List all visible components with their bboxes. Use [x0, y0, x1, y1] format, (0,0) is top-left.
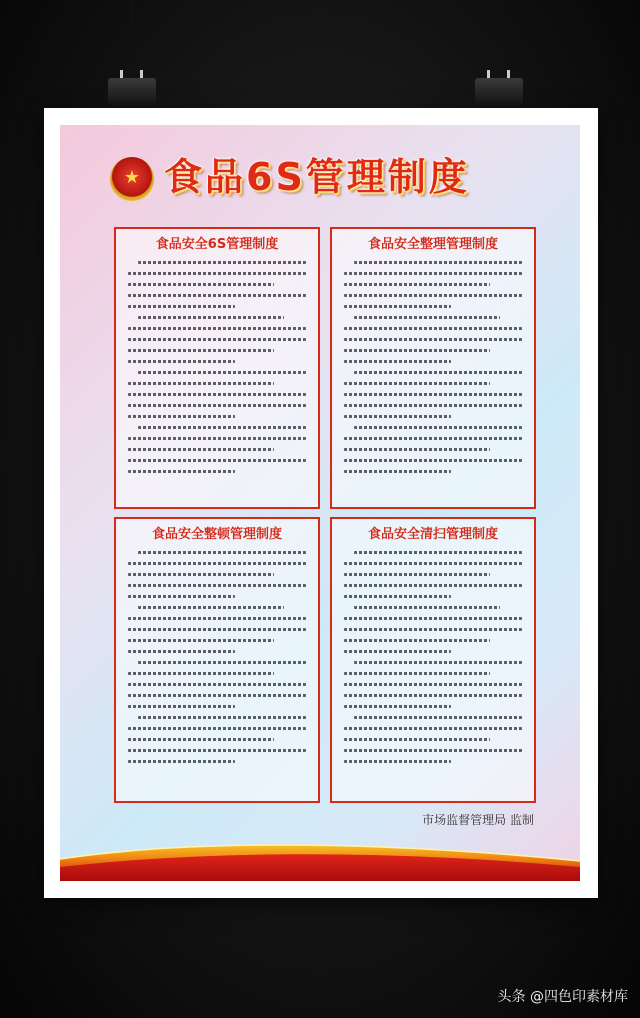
- binder-clip-icon: [104, 56, 160, 112]
- panel-title: 食品安全整顿管理制度: [151, 527, 282, 542]
- body-text-line: [344, 294, 522, 297]
- body-text-line: [344, 327, 522, 330]
- body-text-line: [344, 672, 490, 675]
- body-text-line: [128, 650, 235, 653]
- body-text-line: [354, 316, 500, 319]
- body-text-line: [344, 305, 451, 308]
- body-text-line: [128, 760, 235, 763]
- body-text-line: [344, 584, 522, 587]
- panel-title: 食品安全清扫管理制度: [367, 527, 498, 542]
- body-text-line: [344, 393, 522, 396]
- body-text-line: [344, 573, 490, 576]
- body-text-line: [128, 562, 306, 565]
- body-text-line: [128, 705, 235, 708]
- issuer-footer: 市场监督管理局 监制: [422, 813, 534, 827]
- body-text-line: [128, 595, 235, 598]
- body-text-line: [344, 694, 522, 697]
- body-text-line: [344, 705, 451, 708]
- body-text-line: [128, 727, 306, 730]
- body-text-line: [354, 371, 522, 374]
- body-text-line: [138, 716, 306, 719]
- body-text-line: [128, 584, 306, 587]
- panel-body: [116, 261, 318, 473]
- emblem-icon: ★: [110, 157, 154, 201]
- body-text-line: [344, 760, 451, 763]
- body-text-line: [344, 727, 522, 730]
- panel-body: [116, 551, 318, 763]
- body-text-line: [344, 272, 522, 275]
- body-text-line: [128, 349, 274, 352]
- body-text-line: [128, 283, 274, 286]
- body-text-line: [344, 338, 522, 341]
- panel-sweep: [330, 517, 536, 803]
- body-text-line: [128, 437, 306, 440]
- body-text-line: [354, 661, 522, 664]
- body-text-line: [344, 283, 490, 286]
- body-text-line: [128, 393, 306, 396]
- body-text-line: [138, 661, 306, 664]
- body-text-line: [128, 305, 235, 308]
- body-text-line: [354, 716, 522, 719]
- body-text-line: [138, 261, 306, 264]
- body-text-line: [128, 694, 306, 697]
- body-text-line: [128, 360, 235, 363]
- panel-title: 食品安全6S管理制度: [155, 237, 279, 252]
- body-text-line: [128, 470, 235, 473]
- body-text-line: [128, 382, 274, 385]
- body-text-line: [354, 551, 522, 554]
- body-text-line: [344, 738, 490, 741]
- hanging-wire-left: [131, 0, 133, 60]
- body-text-line: [344, 562, 522, 565]
- body-text-line: [128, 683, 306, 686]
- body-text-line: [344, 628, 522, 631]
- body-text-line: [354, 261, 522, 264]
- body-text-line: [344, 470, 451, 473]
- body-text-line: [344, 683, 522, 686]
- body-text-line: [344, 437, 522, 440]
- body-text-line: [344, 415, 451, 418]
- body-text-line: [128, 272, 306, 275]
- body-text-line: [138, 426, 306, 429]
- body-text-line: [138, 551, 306, 554]
- body-text-line: [344, 595, 451, 598]
- watermark: 头条 @四色印素材库: [497, 989, 628, 1005]
- body-text-line: [344, 617, 522, 620]
- body-text-line: [344, 448, 490, 451]
- body-text-line: [128, 327, 306, 330]
- panel-body: [332, 551, 534, 763]
- poster-inner: [60, 125, 580, 881]
- body-text-line: [128, 404, 306, 407]
- body-text-line: [138, 316, 284, 319]
- body-text-line: [128, 338, 306, 341]
- body-text-line: [344, 650, 451, 653]
- body-text-line: [354, 606, 500, 609]
- body-text-line: [344, 360, 451, 363]
- poster: [44, 108, 598, 898]
- poster-title: 食品6S管理制度: [164, 155, 470, 199]
- body-text-line: [354, 426, 522, 429]
- panel-6s: [114, 227, 320, 509]
- panel-straighten: [114, 517, 320, 803]
- panel-body: [332, 261, 534, 473]
- body-text-line: [128, 672, 274, 675]
- title-row: [60, 147, 580, 207]
- body-text-line: [128, 415, 235, 418]
- body-text-line: [344, 459, 522, 462]
- panel-title: 食品安全整理管理制度: [367, 237, 498, 252]
- body-text-line: [128, 749, 306, 752]
- body-text-line: [128, 617, 306, 620]
- body-text-line: [128, 459, 306, 462]
- body-text-line: [344, 749, 522, 752]
- body-text-line: [344, 404, 522, 407]
- panel-sort: [330, 227, 536, 509]
- body-text-line: [344, 349, 490, 352]
- body-text-line: [344, 382, 490, 385]
- ribbon-decoration: [60, 835, 580, 881]
- binder-clip-icon: [471, 56, 527, 112]
- body-text-line: [138, 371, 306, 374]
- hanging-wire-right: [498, 0, 500, 60]
- body-text-line: [128, 738, 274, 741]
- body-text-line: [128, 573, 274, 576]
- body-text-line: [128, 639, 274, 642]
- body-text-line: [128, 294, 306, 297]
- body-text-line: [128, 448, 274, 451]
- body-text-line: [128, 628, 306, 631]
- body-text-line: [138, 606, 284, 609]
- body-text-line: [344, 639, 490, 642]
